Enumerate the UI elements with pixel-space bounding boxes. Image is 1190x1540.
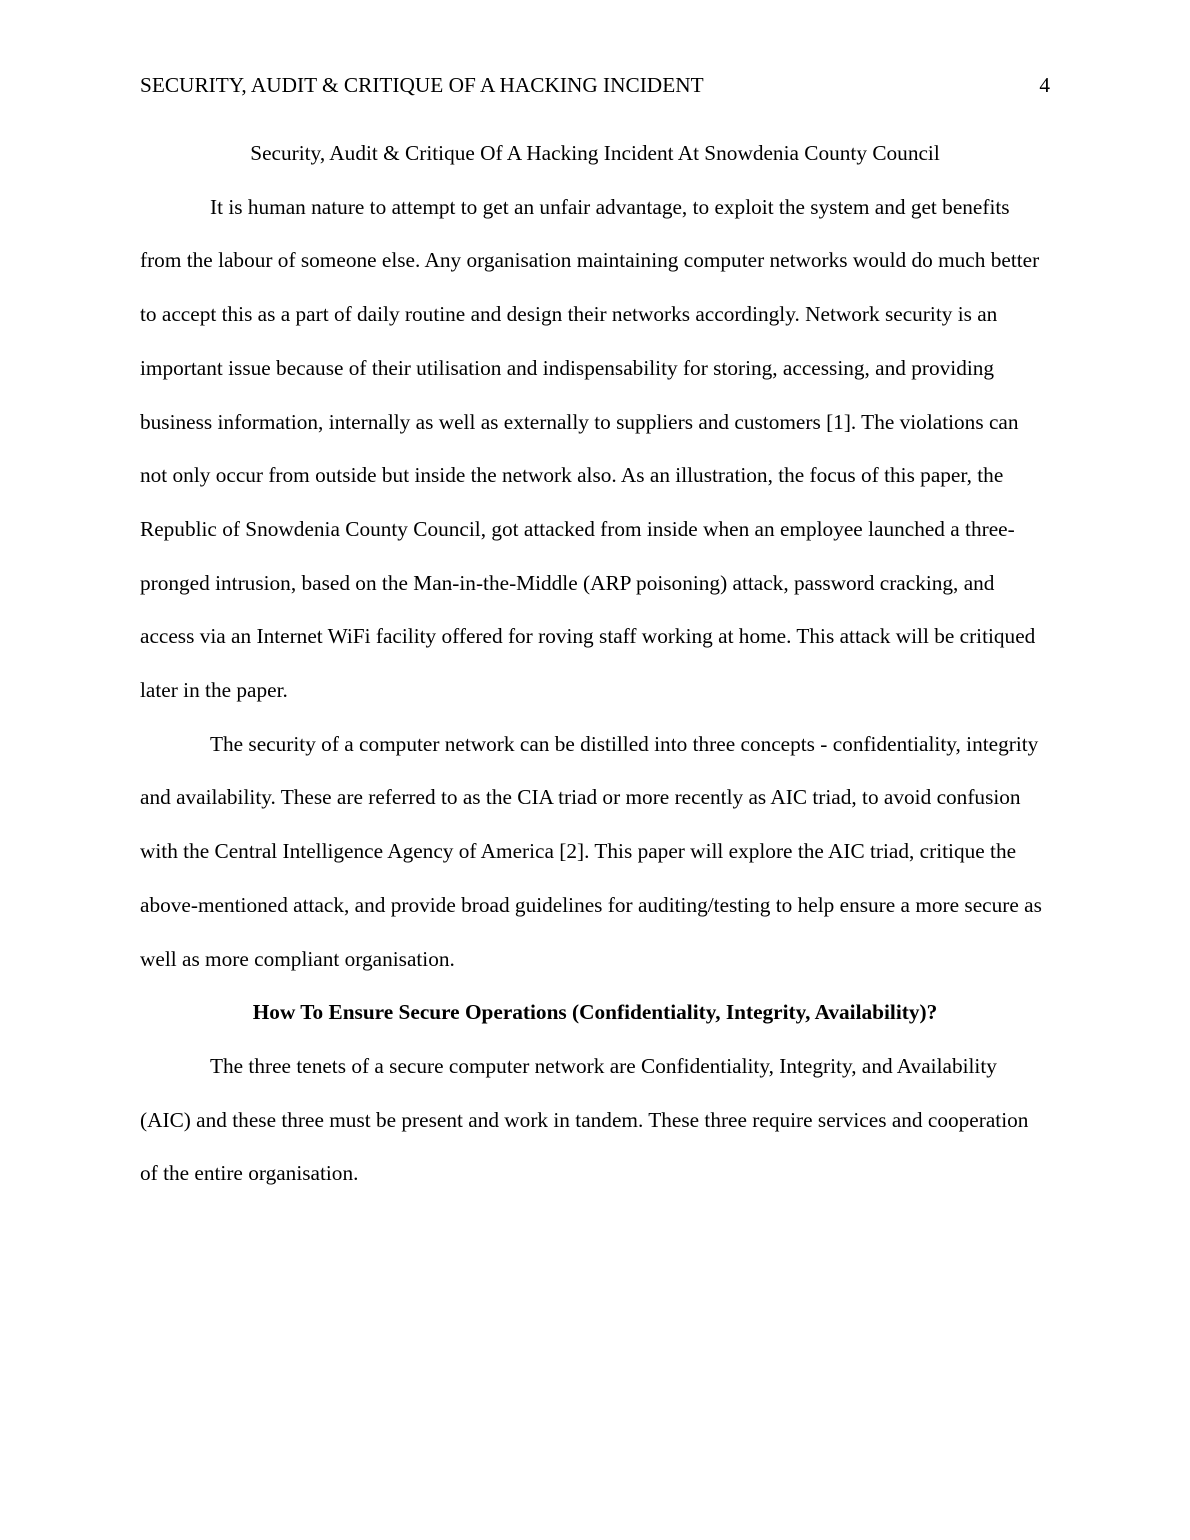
running-head [140,70,1050,100]
body-paragraph: It is human nature to attempt to get an unfair advantage, to exploit the system and get benefits from the labour of someone else. Any organisation maintaining computer networks would do much better to accept this as a part of daily routine and design their networks accordingly. Network security is an important issue because of their utilisation and indispensability for storing, accessing, and providing business information, internally as well as externally to suppliers and customers [1]. The violations can not only occur from outside but inside the network also. As an illustration, the focus of this paper, the Republic of Snowdenia County Council, got attacked from inside when an employee launched a three-pronged intrusion, based on the Man-in-the-Middle (ARP poisoning) attack, password cracking, and access via an Internet WiFi facility offered for roving staff working at home. This attack will be critiqued later in the paper. [140,194,1040,703]
document-body [140,127,1050,1201]
section-paragraph: The three tenets of a secure computer network are Confidentiality, Integrity, and Availability (AIC) and these three must be present and work in tandem. These three require services and cooperation of the entire organisation. [140,1053,1029,1186]
running-head-title: SECURITY, AUDIT & CRITIQUE OF A HACKING INCIDENT [140,73,704,97]
document-title: Security, Audit & Critique Of A Hacking Incident At Snowdenia County Council [250,141,940,165]
section-heading: How To Ensure Secure Operations (Confidentiality, Integrity, Availability)? [252,1000,938,1025]
page-number: 4 [1039,73,1050,97]
body-paragraph: The security of a computer network can be distilled into three concepts - confidentiality, integrity and availability. These are referred to as the CIA triad or more recently as AIC triad, to avoid confusion with the Central Intelligence Agency of America [2]. This paper will explore the AIC triad, critique the above-mentioned attack, and provide broad guidelines for auditing/testing to help ensure a more secure as well as more compliant organisation. [140,731,1042,971]
